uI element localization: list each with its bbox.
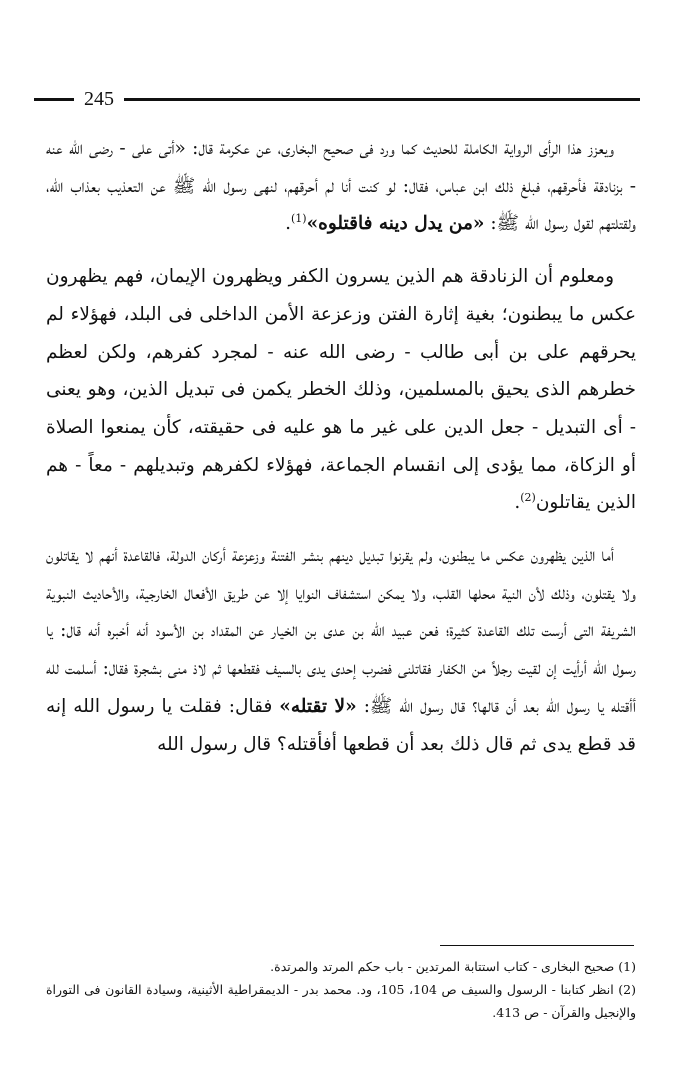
footnote: (1) صحيح البخارى - كتاب استتابة المرتدين - باب حكم المرتد والمرتدة.	[270, 959, 636, 974]
page-header	[34, 88, 640, 110]
paragraph	[46, 537, 636, 763]
text-run: .	[514, 492, 521, 514]
footnote-ref: (2)	[520, 491, 536, 505]
text-run: «أتى على - رضى الله عنه - بزنادقة فأحرقهم، فبلغ ذلك ابن عباس، فقال: لو كنت أنا لم أحرقهم، لنهى رسول الله ﷺ عن التعذيب بعذاب الله، ولقتلتهم لقول رسول الله ﷺ:	[46, 138, 636, 235]
footnote: (2) انظر كتابنا - الرسول والسيف ص 104، 105، ود. محمد بدر - الديمقراطية الأثينية، وسيادة القانون فى التوراة والإنجيل والقرآن - ص 413.	[46, 982, 637, 1020]
footnotes	[46, 955, 636, 1024]
paragraph	[46, 130, 636, 243]
bold-quote: «لا تقتله»	[279, 695, 357, 717]
footnote-separator	[440, 945, 634, 946]
text-run: .	[285, 213, 291, 235]
text-run: أما الذين يظهرون عكس ما يبطنون، ولم يقرنوا تبديل دينهم بنشر الفتنة وزعزعة أركان الدولة، فالقاعدة أنهم لا يقاتلون ولا يقتلون، وذلك لأن النية محلها القلب، ولا يمكن استشفاف النوايا إلا عن طريق الأفعال الخارجية، والأحاديث النبوية الشريفة التى أرست تلك القاعدة كثيرة؛ فعن عبيد الله بن عدى بن الخيار عن المقداد بن الأسود أنه أخبره أنه قال: يا رسول الله أرأيت إن لقيت رجلاً من الكفار فقاتلنى فضرب إحدى يدى بالسيف فقطعها ثم لاذ منى بشجرة فقال: أسلمت لله أأقتله يا رسول الله بعد أن قالها؟ قال رسول الله ﷺ:	[46, 545, 636, 717]
page-number: 245	[84, 88, 114, 110]
body-text	[46, 130, 636, 778]
bold-quote: «من يدل دينه فاقتلوه»	[306, 213, 485, 235]
header-rule	[124, 98, 640, 101]
paragraph	[46, 258, 636, 522]
footnote-ref: (1)	[290, 212, 307, 226]
header-dash	[34, 98, 74, 101]
text-run: ويعزز هذا الرأى الرواية الكاملة للحديث كما ورد فى صحيح البخارى، عن عكرمة قال:	[185, 138, 615, 159]
text-run: ومعلوم أن الزنادقة هم الذين يسرون الكفر ويظهرون الإيمان، فهم يظهرون عكس ما يبطنون؛ بغية إثارة الفتن وزعزعة الأمن الداخلى فى البلد، فهؤلاء لم يحرقهم على بن أبى طالب - رضى الله عنه - لمجرد كفرهم، ولكن لعظم خطرهم الذى يحيق بالمسلمين، وذلك الخطر يكمن فى تبديل الذين، وهو يعنى - أى التبديل - جعل الدين على غير ما هو عليه فى حقيقته، كأن يمنعوا الصلاة أو الزكاة، مما يؤدى إلى انقسام الجماعة، فهؤلاء لكفرهم وتبديلهم - معاً - هم الذين يقاتلون	[46, 266, 636, 514]
text-run: فقال: فقلت يا رسول الله إنه قد قطع يدى ثم قال ذلك بعد أن قطعها أفأقتله؟ قال رسول الله	[46, 695, 636, 755]
